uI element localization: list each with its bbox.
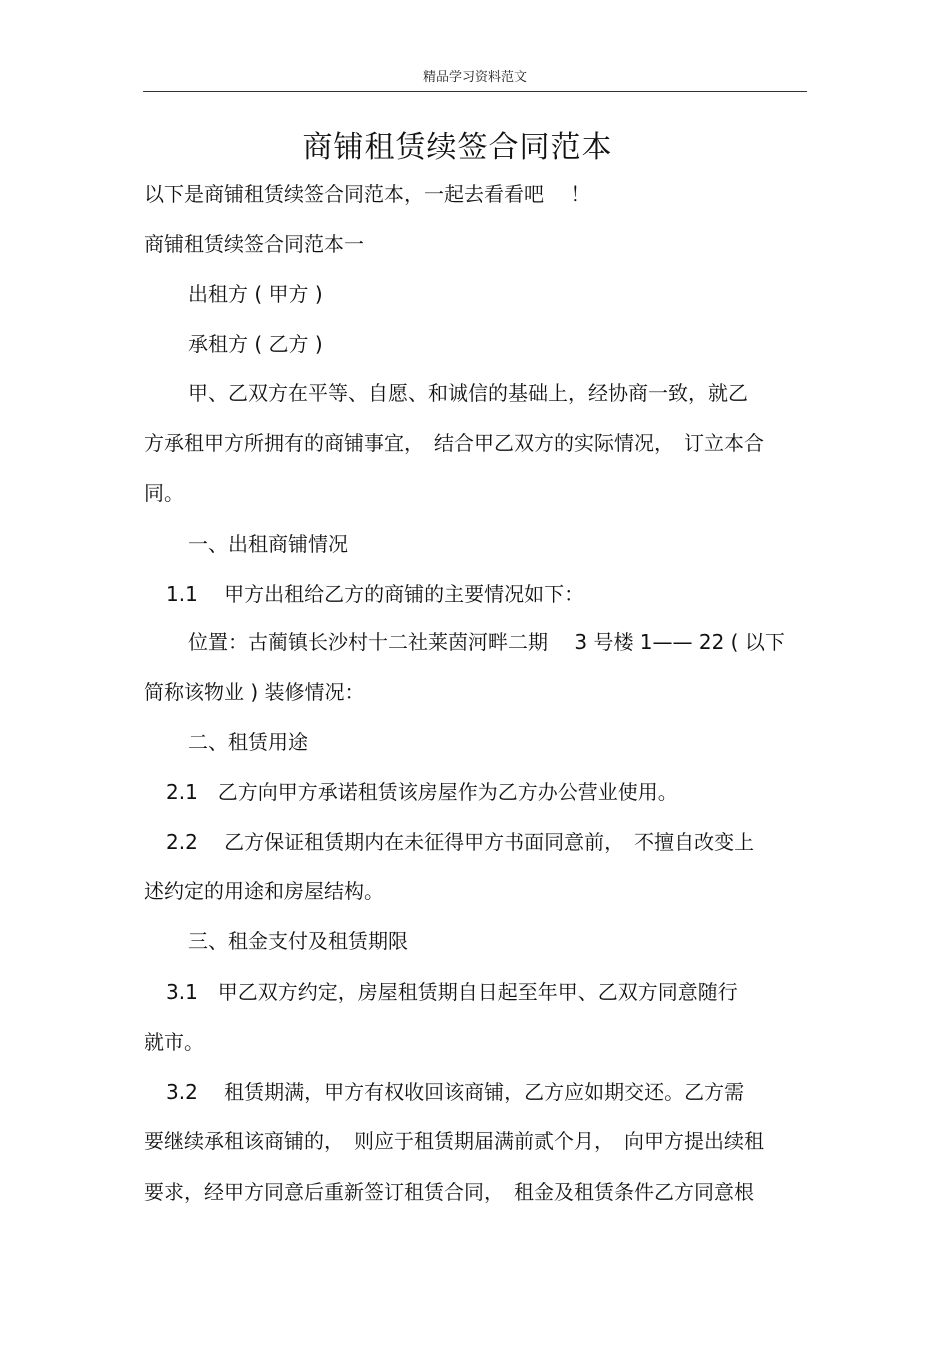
paragraph-line: 方承租甲方所拥有的商铺事宜， 结合甲乙双方的实际情况， 订立本合 <box>144 431 764 455</box>
document-title: 商铺租赁续签合同范本 <box>302 130 613 165</box>
clause-line: 2.1 乙方向甲方承诺租赁该房屋作为乙方办公营业使用。 <box>166 780 678 804</box>
clause-line: 位置：古蔺镇长沙村十二社莱茵河畔二期 3 号楼 1—— 22 ( 以下 <box>188 630 785 654</box>
paragraph-line: 甲、乙双方在平等、自愿、和诚信的基础上，经协商一致，就乙 <box>188 381 748 405</box>
section-heading: 三、租金支付及租赁期限 <box>188 929 408 953</box>
section-heading: 一、出租商铺情况 <box>188 532 348 556</box>
clause-line: 1.1 甲方出租给乙方的商铺的主要情况如下： <box>166 582 585 606</box>
section-heading-sample-one: 商铺租赁续签合同范本一 <box>144 232 364 256</box>
party-b-line: 承租方 ( 乙方 ) <box>188 332 323 356</box>
clause-line: 要继续承租该商铺的， 则应于租赁期届满前贰个月， 向甲方提出续租 <box>144 1129 764 1153</box>
intro-line: 以下是商铺租赁续签合同范本，一起去看看吧 ！ <box>144 182 591 206</box>
clause-line: 2.2 乙方保证租赁期内在未征得甲方书面同意前， 不擅自改变上 <box>166 830 755 854</box>
page-header: 精品学习资料范文 <box>422 70 527 85</box>
header-divider <box>143 91 807 92</box>
clause-line: 3.2 租赁期满，甲方有权收回该商铺，乙方应如期交还。乙方需 <box>166 1080 745 1104</box>
clause-line: 3.1 甲乙双方约定，房屋租赁期自日起至年甲、乙双方同意随行 <box>166 980 738 1004</box>
clause-line: 要求，经甲方同意后重新签订租赁合同， 租金及租赁条件乙方同意根 <box>144 1180 754 1204</box>
section-heading: 二、租赁用途 <box>188 730 308 754</box>
clause-line: 简称该物业 ) 装修情况： <box>144 680 365 704</box>
party-a-line: 出租方 ( 甲方 ) <box>188 282 323 306</box>
clause-line: 述约定的用途和房屋结构。 <box>144 879 384 903</box>
clause-line: 就市。 <box>144 1030 204 1054</box>
paragraph-line: 同。 <box>144 481 184 505</box>
